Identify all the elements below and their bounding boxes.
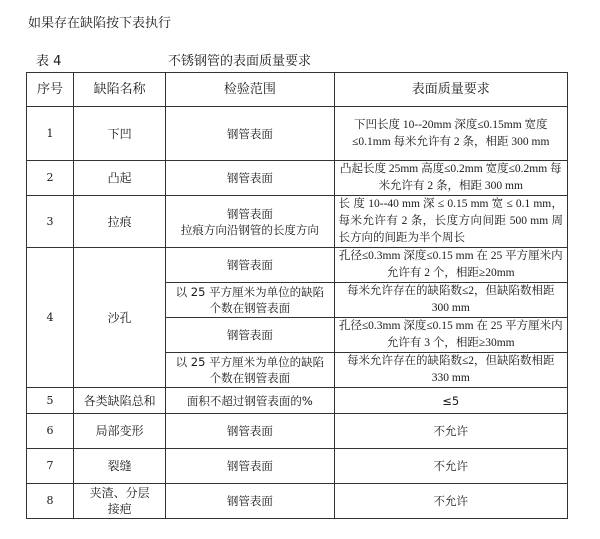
surface-quality-table: [26, 72, 568, 519]
quality-requirement: 孔径≤0.3mm 深度≤0.15 mm 在 25 平方厘米内允许有 3 个，相距≥30mm: [334, 318, 567, 353]
row-no: 8: [27, 484, 74, 519]
table-row: [27, 388, 568, 414]
table-number: 表 4: [36, 54, 62, 69]
defect-name: 拉痕: [74, 196, 166, 248]
table-row: [27, 248, 568, 283]
quality-requirement: ≤5: [334, 388, 567, 414]
header-quality-requirement: 表面质量要求: [334, 73, 567, 107]
row-no: 6: [27, 414, 74, 449]
defect-name: 局部变形: [74, 414, 166, 449]
defect-name: [74, 484, 166, 519]
table-header-row: [27, 73, 568, 107]
quality-requirement: 长 度 10--40 mm 深 ≤ 0.15 mm 宽 ≤ 0.1 mm，每米允许有 2 条，长度方向间距 500 mm 周长方向的间距为半个周长: [334, 196, 567, 248]
table-row: [27, 484, 568, 519]
row-no: 4: [27, 248, 74, 388]
name-line: 接疤: [107, 502, 132, 516]
inspection-scope: [166, 196, 334, 248]
quality-requirement: 下凹长度 10--20mm 深度≤0.15mm 宽度≤0.1mm 每米允许有 2 条，相距 300 mm: [334, 107, 567, 161]
inspection-scope: 钢管表面: [166, 318, 334, 353]
quality-requirement: 不允许: [334, 449, 567, 484]
name-line: 夹渣、分层: [89, 486, 150, 500]
row-no: 7: [27, 449, 74, 484]
inspection-scope: 以 25 平方厘米为单位的缺陷个数在钢管表面: [166, 283, 334, 318]
quality-requirement: 不允许: [334, 414, 567, 449]
inspection-scope: 钢管表面: [166, 484, 334, 519]
row-no: 1: [27, 107, 74, 161]
row-no: 3: [27, 196, 74, 248]
defect-name: 下凹: [74, 107, 166, 161]
intro-text: 如果存在缺陷按下表执行: [28, 16, 172, 31]
quality-requirement: 不允许: [334, 484, 567, 519]
quality-requirement: 每米允许存在的缺陷数≤2，但缺陷数相距 300 mm: [334, 283, 567, 318]
inspection-scope: 以 25 平方厘米为单位的缺陷个数在钢管表面: [166, 353, 334, 388]
inspection-scope: 面积不超过钢管表面的%: [166, 388, 334, 414]
quality-requirement: 每米允许存在的缺陷数≤2，但缺陷数相距 330 mm: [334, 353, 567, 388]
inspection-scope: 钢管表面: [166, 107, 334, 161]
header-inspection-scope: 检验范围: [166, 73, 334, 107]
inspection-scope: 钢管表面: [166, 161, 334, 196]
table-row: [27, 161, 568, 196]
scope-line: 拉痕方向沿钢管的长度方向: [180, 222, 319, 237]
defect-name: 凸起: [74, 161, 166, 196]
inspection-scope: 钢管表面: [166, 449, 334, 484]
quality-requirement: 孔径≤0.3mm 深度≤0.15 mm 在 25 平方厘米内允许有 2 个，相距≥20mm: [334, 248, 567, 283]
table-row: [27, 414, 568, 449]
table-title: 不锈钢管的表面质量要求: [168, 54, 312, 69]
scope-line: 钢管表面: [226, 206, 273, 221]
defect-name: 沙孔: [74, 248, 166, 388]
table-caption: [36, 54, 576, 70]
inspection-scope: 钢管表面: [166, 414, 334, 449]
table-row: [27, 107, 568, 161]
table-row: [27, 196, 568, 248]
table-row: [27, 449, 568, 484]
header-defect-name: 缺陷名称: [74, 73, 166, 107]
quality-requirement: 凸起长度 25mm 高度≤0.2mm 宽度≤0.2mm 每米允许有 2 条，相距 300 mm: [334, 161, 567, 196]
row-no: 2: [27, 161, 74, 196]
inspection-scope: 钢管表面: [166, 248, 334, 283]
row-no: 5: [27, 388, 74, 414]
header-no: 序号: [27, 73, 74, 107]
defect-name: 裂缝: [74, 449, 166, 484]
defect-name: 各类缺陷总和: [74, 388, 166, 414]
